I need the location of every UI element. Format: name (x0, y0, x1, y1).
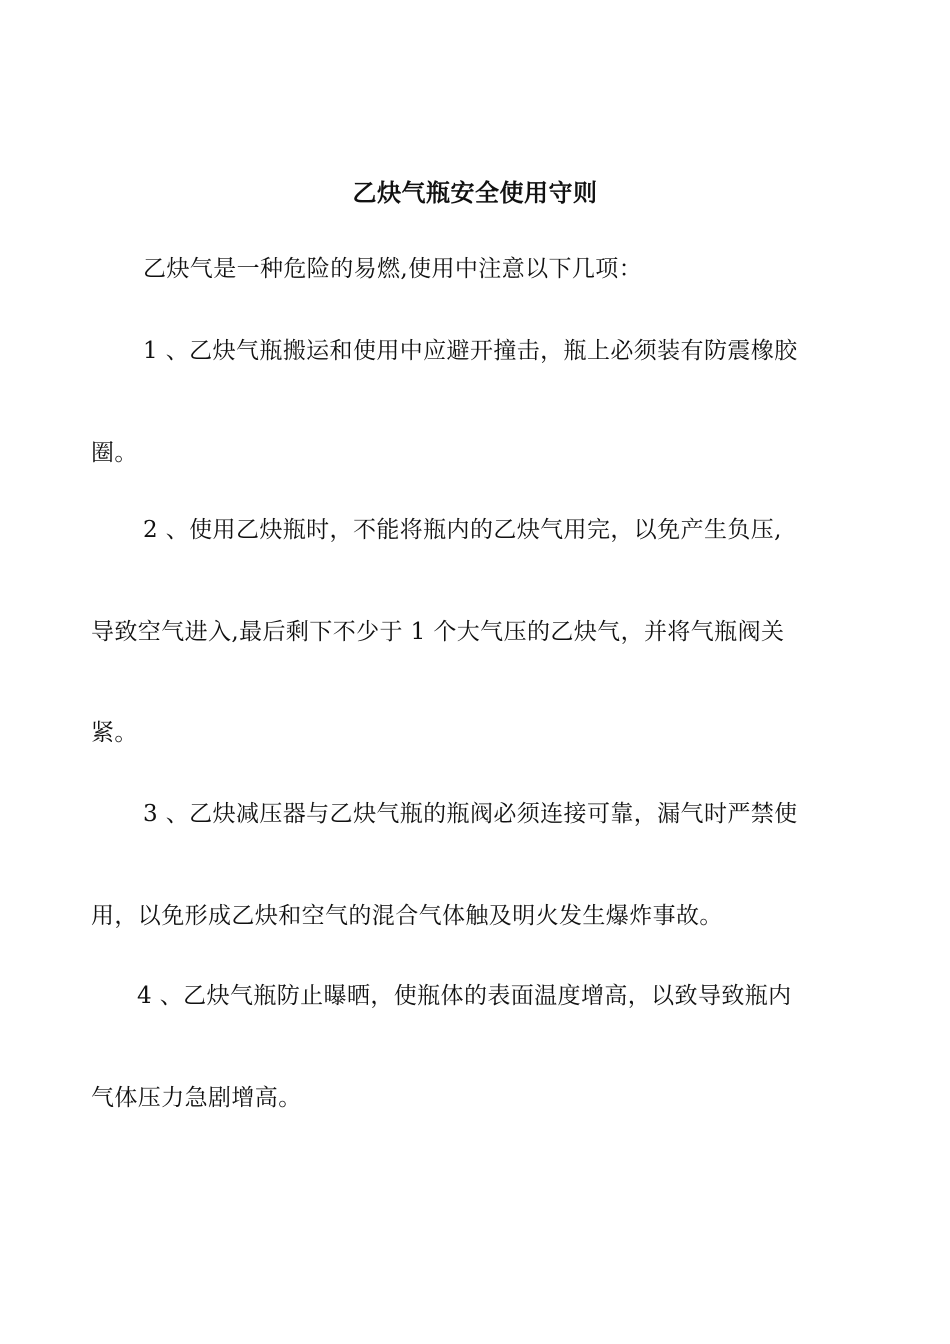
document-title: 乙炔气瓶安全使用守则 (352, 178, 598, 207)
item-3-line-2: 用，以免形成乙炔和空气的混合气体触及明火发生爆炸事故。 (91, 903, 723, 929)
item-3-line-1: 3 、乙炔减压器与乙炔气瓶的瓶阀必须连接可靠，漏气时严禁使 (143, 801, 798, 827)
item-1-line-2: 圈。 (91, 440, 138, 466)
item-2-line-3: 紧。 (91, 720, 138, 746)
item-2-line-1: 2 、使用乙炔瓶时，不能将瓶内的乙炔气用完，以免产生负压, (143, 517, 782, 543)
intro-paragraph: 乙炔气是一种危险的易燃,使用中注意以下几项： (143, 256, 643, 282)
item-2-line-2: 导致空气进入,最后剩下不少于 1 个大气压的乙炔气，并将气瓶阀关 (91, 619, 785, 645)
item-4-line-1: 4 、乙炔气瓶防止曝晒，使瓶体的表面温度增高，以致导致瓶内 (137, 983, 792, 1009)
item-1-line-1: 1 、乙炔气瓶搬运和使用中应避开撞击，瓶上必须装有防震橡胶 (143, 338, 798, 364)
item-4-line-2: 气体压力急剧增高。 (91, 1085, 302, 1111)
